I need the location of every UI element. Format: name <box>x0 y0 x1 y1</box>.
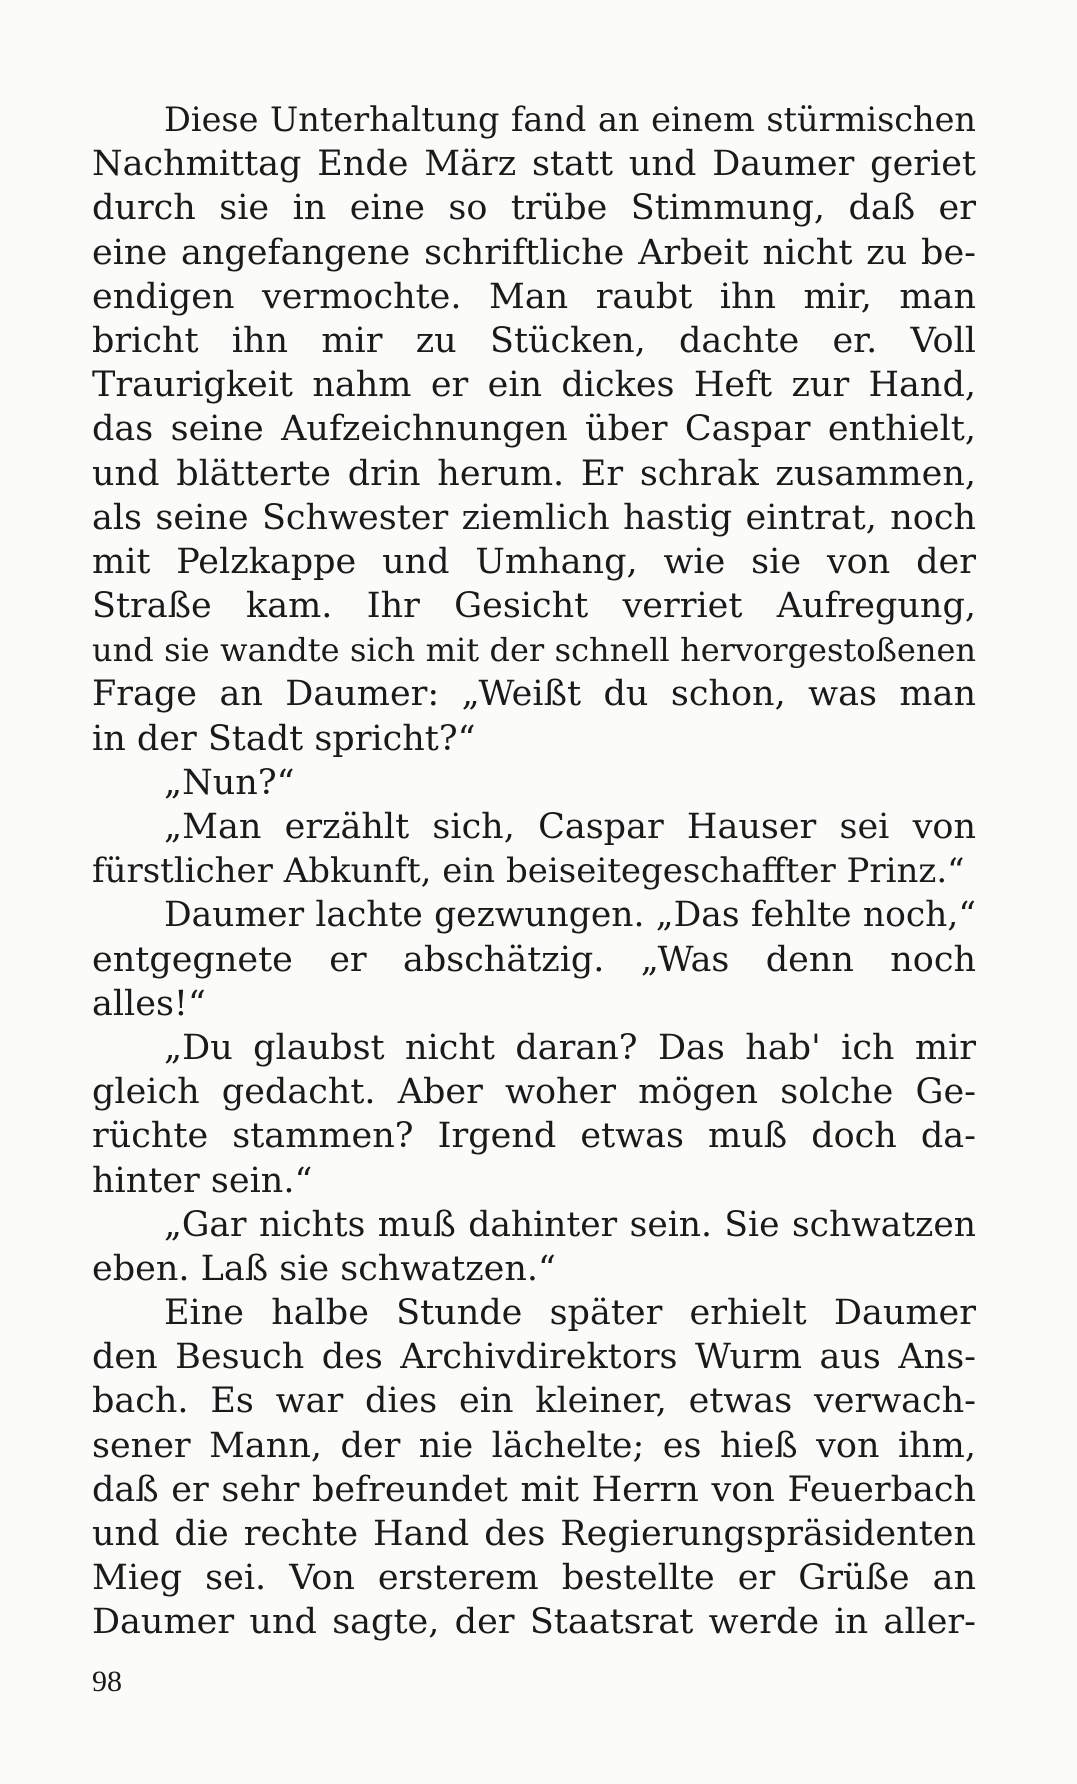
text-line: Straße kam. Ihr Gesicht verriet Aufregung, <box>92 586 976 627</box>
text-line: eine angefangene schriftliche Arbeit nicht zu be- <box>92 232 976 273</box>
text-line: und blätterte drin herum. Er schrak zusammen, <box>92 453 976 494</box>
text-line: gleich gedacht. Aber woher mögen solche Ge- <box>92 1072 976 1113</box>
text-line: hinter sein.“ <box>92 1160 313 1201</box>
text-line: Frage an Daumer: „Weißt du schon, was man <box>92 674 976 715</box>
text-line: Daumer lachte gezwungen. „Das fehlte noch,“ <box>164 895 976 936</box>
text-block <box>92 98 976 1645</box>
text-line: „Du glaubst nicht daran? Das hab' ich mir <box>164 1027 976 1068</box>
text-line: entgegnete er abschätzig. „Was denn noch <box>92 939 976 980</box>
text-line: Nachmittag Ende März statt und Daumer geriet <box>92 144 976 185</box>
text-line: bricht ihn mir zu Stücken, dachte er. Voll <box>92 320 976 361</box>
text-line: durch sie in eine so trübe Stimmung, daß er <box>92 188 976 229</box>
text-line: sener Mann, der nie lächelte; es hieß von ihm, <box>92 1425 976 1466</box>
text-line: „Man erzählt sich, Caspar Hauser sei von <box>164 807 976 847</box>
text-line: alles!“ <box>92 983 206 1024</box>
text-line: eben. Laß sie schwatzen.“ <box>92 1248 556 1289</box>
text-line: das seine Aufzeichnungen über Caspar enthielt, <box>92 409 976 450</box>
text-line: Eine halbe Stunde später erhielt Daumer <box>164 1293 976 1334</box>
text-line: endigen vermochte. Man raubt ihn mir, man <box>92 276 976 317</box>
text-line: und sie wandte sich mit der schnell hervorgestoßenen <box>92 631 976 670</box>
text-line: in der Stadt spricht?“ <box>92 718 476 759</box>
page-number: 98 <box>92 1665 122 1698</box>
text-line: daß er sehr befreundet mit Herrn von Feuerbach <box>92 1469 976 1510</box>
text-line: Daumer und sagte, der Staatsrat werde in aller- <box>92 1602 976 1643</box>
text-line: „Gar nichts muß dahinter sein. Sie schwatzen <box>164 1204 976 1245</box>
text-line: bach. Es war dies ein kleiner, etwas verwach- <box>92 1381 976 1422</box>
text-line: als seine Schwester ziemlich hastig eintrat, noch <box>92 497 976 538</box>
text-line: Mieg sei. Von ersterem bestellte er Grüße an <box>92 1558 976 1599</box>
text-line: und die rechte Hand des Regierungspräsidenten <box>92 1514 976 1554</box>
text-line: Traurigkeit nahm er ein dickes Heft zur Hand, <box>92 365 976 406</box>
text-line: Diese Unterhaltung fand an einem stürmischen <box>164 100 976 139</box>
text-line: mit Pelzkappe und Umhang, wie sie von der <box>92 541 976 582</box>
text-line: fürstlicher Abkunft, ein beiseitegeschaffter Prinz.“ <box>92 851 965 892</box>
text-line: rüchte stammen? Irgend etwas muß doch da- <box>92 1116 976 1157</box>
text-line: den Besuch des Archivdirektors Wurm aus Ans- <box>92 1337 976 1378</box>
text-line: „Nun?“ <box>164 762 295 803</box>
